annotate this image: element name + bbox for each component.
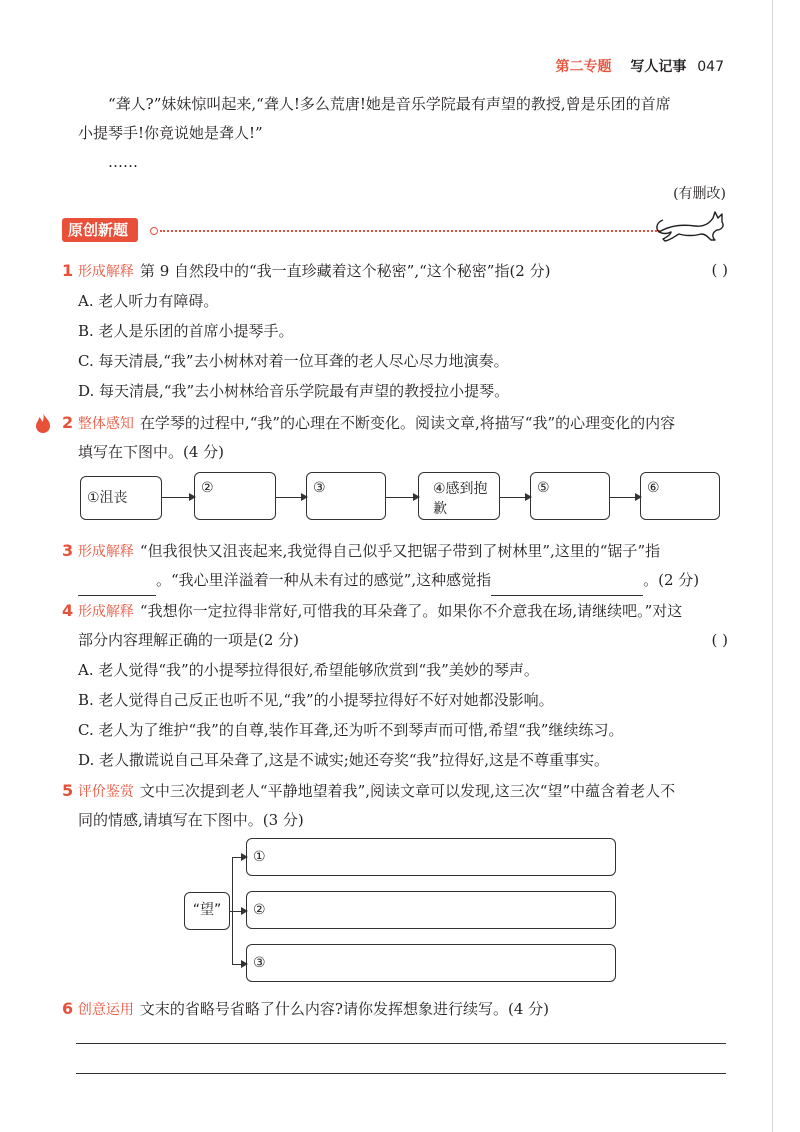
question-5 <box>62 776 728 807</box>
question-3 <box>62 536 728 567</box>
q6-number: 6 <box>62 999 74 1018</box>
flame-icon <box>34 412 52 434</box>
q5-stem-line-2: 同的情感,请填写在下图中。(3 分) <box>78 811 304 829</box>
banner-dotted-line <box>160 230 660 232</box>
banner-dot <box>150 227 158 235</box>
q5-box-3[interactable]: ③ <box>246 944 616 982</box>
q4-answer-paren[interactable]: ( ) <box>711 631 728 649</box>
q4-stem-line-1: “我想你一定拉得非常好,可惜我的耳朵聋了。如果你不介意我在场,请继续吧。”对这 <box>139 602 683 620</box>
q3-number: 3 <box>62 541 74 560</box>
q2-arrow <box>276 497 306 498</box>
original-questions-banner: 原创新题 <box>62 218 138 242</box>
q6-stem: 文末的省略号省略了什么内容?请你发挥想象进行续写。(4 分) <box>139 1000 549 1018</box>
q5-box-1[interactable]: ① <box>246 838 616 876</box>
section-title: 写人记事 <box>630 59 687 75</box>
q4-option-b: B. 老人觉得自己反正也听不见,“我”的小提琴拉得好不好对她都没影响。 <box>78 691 554 709</box>
page-edge <box>772 0 773 1132</box>
q2-arrow <box>162 497 194 498</box>
q2-box-5[interactable]: ⑤ <box>530 472 610 520</box>
source-note: (有删改) <box>673 186 726 202</box>
q2-box-4: ④感到抱歉 <box>418 472 500 520</box>
q2-arrow <box>386 497 418 498</box>
q2-type: 整体感知 <box>77 416 134 432</box>
q5-center-box: “望” <box>184 892 230 930</box>
q4-type: 形成解释 <box>77 604 134 620</box>
q3-stem-line-2b: 。(2 分) <box>643 571 700 589</box>
q3-line-2 <box>78 566 728 596</box>
q4-stem-line-2-row <box>78 626 728 655</box>
q2-arrow <box>610 497 640 498</box>
q1-number: 1 <box>62 261 74 280</box>
q1-answer-paren[interactable]: ( ) <box>711 261 728 279</box>
q5-arrow <box>232 857 246 858</box>
q2-stem-line-2: 填写在下图中。(4 分) <box>78 443 225 461</box>
passage-line-2: 小提琴手!你竟说她是聋人!” <box>78 124 263 142</box>
q6-type: 创意运用 <box>77 1002 134 1018</box>
q4-stem-line-2: 部分内容理解正确的一项是(2 分) <box>78 631 300 649</box>
q1-option-a: A. 老人听力有障碍。 <box>78 292 219 310</box>
cat-icon <box>655 208 730 244</box>
q5-type: 评价鉴赏 <box>77 784 134 800</box>
q2-number: 2 <box>62 413 74 432</box>
passage-ellipsis: …… <box>108 153 138 171</box>
passage-line-1: “聋人?”妹妹惊叫起来,“聋人!多么荒唐!她是音乐学院最有声望的教授,曾是乐团的首席 <box>108 95 671 113</box>
question-2 <box>62 408 728 439</box>
q2-box-6[interactable]: ⑥ <box>640 472 720 520</box>
q2-arrow <box>500 497 530 498</box>
page-header <box>556 56 724 76</box>
q4-option-d: D. 老人撒谎说自己耳朵聋了,这是不诚实;她还夸奖“我”拉得好,这是不尊重事实。 <box>78 751 609 769</box>
q6-answer-line-2[interactable] <box>76 1073 726 1074</box>
q5-number: 5 <box>62 781 74 800</box>
q5-box-2[interactable]: ② <box>246 891 616 929</box>
q3-stem-line-2a: 。“我心里洋溢着一种从未有过的感觉”,这种感觉指 <box>156 571 492 589</box>
q4-option-c: C. 老人为了维护“我”的自尊,装作耳聋,还为听不到琴声而可惜,希望“我”继续练习。 <box>78 721 624 739</box>
q3-blank-1[interactable] <box>78 566 156 596</box>
q4-option-a: A. 老人觉得“我”的小提琴拉得很好,希望能够欣赏到“我”美妙的琴声。 <box>78 661 539 679</box>
question-6 <box>62 994 728 1025</box>
q3-stem-line-1: “但我很快又沮丧起来,我觉得自己似乎又把锯子带到了树林里”,这里的“锯子”指 <box>139 542 661 560</box>
section-label: 第二专题 <box>555 59 612 75</box>
q1-option-b: B. 老人是乐团的首席小提琴手。 <box>78 322 294 340</box>
q5-stem-line-1: 文中三次提到老人“平静地望着我”,阅读文章可以发现,这三次“望”中蕴含着老人不 <box>139 782 676 800</box>
q5-arrow <box>232 911 246 912</box>
q1-option-c: C. 每天清晨,“我”去小树林对着一位耳聋的老人尽心尽力地演奏。 <box>78 352 509 370</box>
q1-stem: 第 9 自然段中的“我一直珍藏着这个秘密”,“这个秘密”指(2 分) <box>139 262 551 280</box>
q6-answer-line-1[interactable] <box>76 1043 726 1044</box>
q3-type: 形成解释 <box>77 544 134 560</box>
q1-option-d: D. 每天清晨,“我”去小树林给音乐学院最有声望的教授拉小提琴。 <box>78 382 510 400</box>
q2-box-3[interactable]: ③ <box>306 472 386 520</box>
q2-stem-line-1: 在学琴的过程中,“我”的心理在不断变化。阅读文章,将描写“我”的心理变化的内容 <box>139 414 676 432</box>
q5-arrow <box>232 964 246 965</box>
page-number: 047 <box>697 59 724 75</box>
q2-box-1: ①沮丧 <box>80 476 162 520</box>
question-1 <box>62 256 728 287</box>
q2-box-2[interactable]: ② <box>194 472 276 520</box>
q4-number: 4 <box>62 601 74 620</box>
question-4 <box>62 596 728 627</box>
q3-blank-2[interactable] <box>491 566 643 596</box>
q1-type: 形成解释 <box>77 264 134 280</box>
